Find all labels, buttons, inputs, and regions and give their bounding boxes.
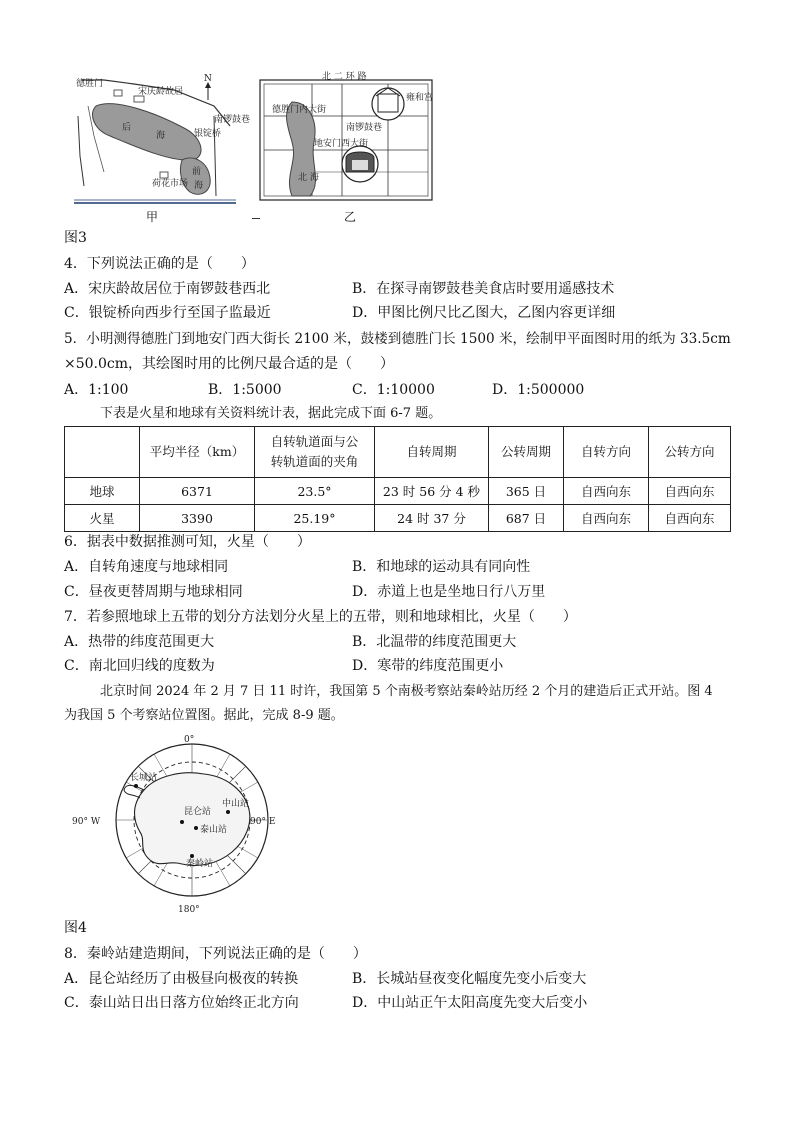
q8-option-b[interactable]: B．长城站昼夜变化幅度先变小后变大	[352, 971, 587, 987]
station-taishan-marker	[194, 826, 198, 830]
planet-data-table	[64, 426, 731, 532]
q6-option-d[interactable]: D．赤道上也是坐地日行八万里	[352, 584, 546, 600]
q7-option-c[interactable]: C．南北回归线的度数为	[64, 658, 215, 674]
label-nanluogu: 南锣鼓巷	[214, 115, 251, 125]
table-header-row	[65, 427, 731, 478]
q8-stem: 8．秦岭站建造期间，下列说法正确的是（ ）	[64, 946, 367, 962]
station-changcheng-marker	[134, 784, 138, 788]
q5-stem-line1: 5．小明测得德胜门到地安门西大街长 2100 米，鼓楼到德胜门长 1500 米，绘制甲平面图时用的纸为 33.5cm	[64, 331, 731, 347]
station-zhongshan-label: 中山站	[222, 799, 250, 809]
q4-option-b[interactable]: B．在探寻南锣鼓巷美食店时要用遥感技术	[352, 281, 615, 297]
label-houhai2: 海	[156, 131, 166, 141]
station-taishan-label: 泰山站	[200, 825, 228, 835]
q6-option-c[interactable]: C．昼夜更替周期与地球相同	[64, 584, 243, 600]
q8-option-c[interactable]: C．泰山站日出日落方位始终正北方向	[64, 995, 299, 1011]
figure4-label: 图4	[64, 920, 87, 936]
table-cell: 24 时 37 分	[375, 505, 489, 532]
intro-6-7: 下表是火星和地球有关资料统计表，据此完成下面 6-7 题。	[100, 406, 442, 421]
table-header-cell-line1: 自转轨道面与公	[270, 434, 359, 449]
q4-option-a[interactable]: A．宋庆龄故居位于南锣鼓巷西北	[64, 281, 271, 297]
table-cell: 25.19°	[255, 505, 375, 532]
label-songqingling: 宋庆龄故居	[138, 87, 184, 97]
meridian-90w-label: 90° W	[72, 817, 101, 827]
label-yinding: 银锭桥	[194, 129, 222, 139]
q7-option-a[interactable]: A．热带的纬度范围更大	[64, 634, 215, 650]
table-cell: 365 日	[489, 478, 564, 505]
q4-option-d[interactable]: D．甲图比例尺比乙图大，乙图内容更详细	[352, 305, 616, 321]
q8-option-a[interactable]: A．昆仑站经历了由极昼向极夜的转换	[64, 971, 299, 987]
table-cell: 自西向东	[564, 505, 649, 532]
table-cell: 自西向东	[564, 478, 649, 505]
table-header-cell	[65, 427, 140, 478]
table-header-cell: 平均半径（km）	[140, 427, 255, 478]
label-lama: 雍和宫	[406, 93, 434, 103]
label-street-mid: 地安门西大街	[314, 139, 369, 149]
station-kunlun-marker	[180, 820, 184, 824]
table-cell: 自西向东	[649, 478, 731, 505]
q5-stem-line2: ×50.0cm，其绘图时用的比例尺最合适的是（ ）	[64, 356, 395, 372]
label-qianhai2: 海	[194, 181, 204, 191]
label-nanluo: 南锣鼓巷	[346, 123, 383, 133]
table-header-cell: 公转方向	[649, 427, 731, 478]
q8-option-d[interactable]: D．中山站正午太阳高度先变大后变小	[352, 995, 588, 1011]
station-changcheng-label: 长城站	[130, 773, 158, 783]
q5-option-c[interactable]: C．1:10000	[352, 382, 435, 398]
q5-option-b[interactable]: B．1:5000	[208, 382, 282, 398]
table-header-cell: 公转周期	[489, 427, 564, 478]
label-deshengmen: 德胜门	[76, 79, 104, 89]
antarctic-map	[64, 736, 304, 936]
table-header-cell: 自转方向	[564, 427, 649, 478]
intro-8-9-line1: 北京时间 2024 年 2 月 7 日 11 时许，我国第 5 个南极考察站秦岭站历经 2 个月的建造后正式开站。图 4	[100, 684, 713, 699]
table-row	[65, 505, 731, 532]
table-header-cell: 自转周期	[375, 427, 489, 478]
table-cell: 6371	[140, 478, 255, 505]
table-cell: 自西向东	[649, 505, 731, 532]
meridian-0-label: 0°	[184, 735, 195, 745]
figure3-label: 图3	[64, 230, 87, 246]
q5-option-a[interactable]: A．1:100	[64, 382, 129, 398]
intro-8-9-line2: 为我国 5 个考察站位置图。据此，完成 8-9 题。	[64, 708, 344, 723]
meridian-90e-label: 90° E	[250, 817, 276, 827]
label-hehua: 荷花市场	[152, 179, 189, 189]
q7-option-d[interactable]: D．寒带的纬度范围更小	[352, 658, 504, 674]
q5-option-d[interactable]: D．1:500000	[492, 382, 585, 398]
q6-option-a[interactable]: A．自转角速度与地球相同	[64, 559, 229, 575]
station-qinling-label: 秦岭站	[186, 859, 214, 869]
label-houhai: 后	[122, 123, 132, 133]
map-jia	[74, 74, 251, 206]
table-cell: 3390	[140, 505, 255, 532]
label-qianhai: 前	[192, 167, 202, 177]
q7-stem: 7．若参照地球上五带的划分方法划分火星上的五带，则和地球相比，火星（ ）	[64, 609, 577, 625]
q4-stem: 4．下列说法正确的是（ ）	[64, 256, 255, 272]
label-beihai: 北 海	[298, 173, 319, 183]
q6-option-b[interactable]: B．和地球的运动具有同向性	[352, 559, 531, 575]
station-qinling-marker	[190, 854, 194, 858]
map-yi	[252, 72, 442, 208]
station-zhongshan-marker	[226, 810, 230, 814]
label-north-ring: 北 二 环 路	[322, 72, 367, 82]
table-header-cell-line2: 转轨道面的夹角	[270, 454, 359, 469]
q7-option-b[interactable]: B．北温带的纬度范围更大	[352, 634, 517, 650]
map-yi-caption: 乙	[344, 210, 357, 224]
table-cell: 23.5°	[255, 478, 375, 505]
map-jia-caption: 甲	[146, 210, 159, 224]
table-header-cell	[255, 427, 375, 478]
north-label: N	[204, 74, 212, 84]
q6-stem: 6．据表中数据推测可知，火星（ ）	[64, 534, 311, 550]
station-kunlun-label: 昆仑站	[184, 807, 212, 817]
table-cell: 火星	[65, 505, 140, 532]
table-row	[65, 478, 731, 505]
label-street-left: 德胜门内大街	[272, 105, 327, 115]
divider-mark	[252, 218, 260, 219]
q4-option-c[interactable]: C．银锭桥向西步行至国子监最近	[64, 305, 271, 321]
meridian-180-label: 180°	[178, 905, 200, 915]
table-cell: 地球	[65, 478, 140, 505]
table-cell: 23 时 56 分 4 秒	[375, 478, 489, 505]
table-cell: 687 日	[489, 505, 564, 532]
